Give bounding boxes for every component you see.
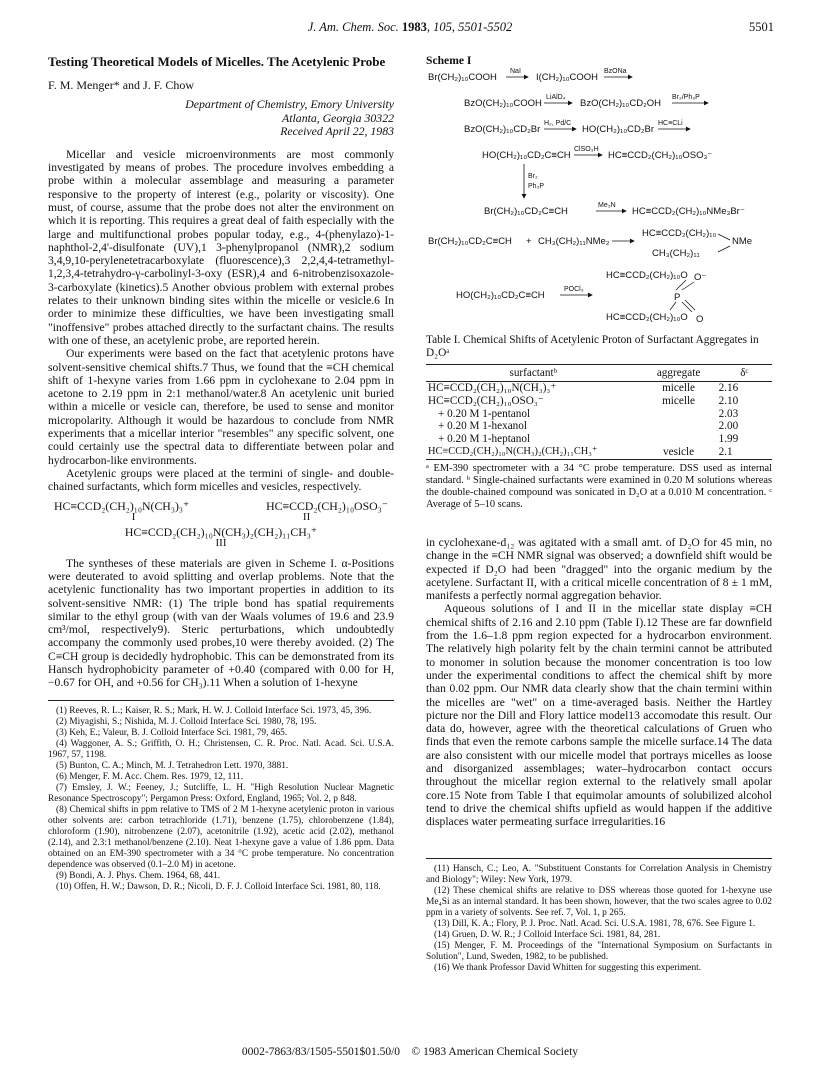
scheme-compound: HC≡CCD₂(CH₂)₁₀NMe₃Br⁻ — [632, 206, 745, 217]
body-paragraph: Aqueous solutions of I and II in the micellar state display ≡CH chemical shifts of 2.16 and 2.10 ppm (Table I).12 These are far downfield from the 1.6–1.8 ppm region expected for a hydrocarbon environment. The relatively high polarity felt by the chain termini cannot be attributed to monomer in solution because the monomer concentration is too low under the experimental conditions to affect the chemical shift by more than 0.02 ppm. Our NMR data clearly show that the chain termini within the micelles are "wet" on a time-averaged basis. Neither the Hartley picture nor the Dill and Flory lattice model13 accomodate this result. Our data do, however, agree with the theoretical calculations of Gruen who finds that even the remote carbons sample the micelle surface.14 The data are also consistent with our micelle model that portrays micelles as loose and disorganized assemblages; water–hydrocarbon contact occurs throughout the micellar region external to the relatively small apolar core.15 Note from Table I that equimolar amounts of solubilized alcohol tend to drive the chemical shifts upfield as would happen if the additive displaces water permeating surface irregularities.16 — [426, 602, 772, 829]
table-cell: + 0.20 M 1-pentanol — [438, 407, 531, 420]
bond-line — [718, 234, 730, 240]
reference-item: (15) Menger, F. M. Proceedings of the "International Symposium on Surfactants in Solution", Lund, Sweden, 1982, to be published. — [426, 941, 772, 962]
scheme-compound: HC≡CCD₂(CH₂)₁₀O — [606, 270, 688, 281]
table-cell: 2.1 — [717, 446, 772, 459]
scheme-plus: + — [526, 236, 532, 247]
bond-line — [670, 302, 676, 310]
formula-label-III: III — [215, 537, 227, 550]
reference-item: (16) We thank Professor David Whitten for suggesting this experiment. — [434, 963, 702, 973]
affiliation-city: Atlanta, Georgia 30322 — [282, 110, 394, 125]
formula-label-II: II — [302, 510, 311, 523]
surfactant-formulas — [48, 500, 394, 551]
table-row — [426, 382, 772, 395]
scheme-reagent: LiAlD₄ — [546, 94, 566, 101]
right-column-body — [426, 536, 772, 829]
reference-item: (3) Keh, E.; Valeur, B. J. Colloid Interface Sci. 1981, 79, 465. — [56, 727, 288, 738]
scheme-atom: O⁻ — [694, 272, 707, 283]
data-table — [426, 364, 772, 460]
table-cell: micelle — [662, 382, 696, 394]
table-cell — [641, 433, 717, 446]
references-left — [48, 700, 394, 893]
scheme-reagent: Br₂ — [528, 173, 538, 180]
scheme-compound: BzO(CH₂)₁₀COOH — [464, 98, 542, 109]
scheme-compound: CH₃(CH₂)₁₁ — [652, 248, 700, 259]
table-cell: 1.99 — [718, 433, 739, 446]
scheme-reagent: BzONa — [604, 68, 627, 75]
scheme-compound: Br(CH₂)₁₀COOH — [428, 72, 497, 83]
left-column — [48, 54, 394, 893]
scheme-compound: HC≡CCD₂(CH₂)₁₀OSO₃⁻ — [608, 150, 713, 161]
scheme-atom: P — [674, 292, 681, 303]
article-code: 0002-7863/83/1505-5501$01.50/0 — [241, 1046, 401, 1058]
received-date: Received April 22, 1983 — [280, 124, 394, 139]
scheme-compound: HO(CH₂)₁₀CD₂C≡CH — [456, 290, 545, 301]
affiliation-department: Department of Chemistry, Emory University — [185, 97, 394, 112]
scheme-compound: Br(CH₂)₁₀CD₂C≡CH — [484, 206, 568, 217]
body-paragraph: Micellar and vesicle microenvironments are most commonly investigated by means of probes. The procedure involves embedding a probe within a molecular assemblage and measuring a parameter responsive to the property of interest (e.g., polarity or viscosity). One must, of course, assume that the probe does not alter the environment on which it is reporting. This requires a great deal of faith especially with the large and multifunctional probes popular today, e.g., 4-(phenylazo)-1-naphthol-2,4'-disulfonate (UV),1 3-phenylpropanol (NMR),2 sodium 3,4,9,10-perylenetetracarboxylate (fluorescence),3 2,2,4,4-tetramethyl-1,2,3,4-tetrahydro-γ-carbolinyl-3-oxy (ESR),4 and 6-nitrobenzisoxazole-3-carboxylate (kinetics).5 Another obvious problem with external probes relates to their unknown binding sites within the micelle or vesicle.6 In order to minimize these difficulties, we have been investigating small "inoffensive" probes attached directly to the surfactant chains. The results with one of these, an acetylenic probe, are reported herein. — [48, 147, 394, 347]
table-block — [426, 334, 772, 511]
scheme-compound: Br(CH₂)₁₀CD₂C≡CH — [428, 236, 512, 247]
reference-item: (13) Dill, K. A.; Flory, P. J. Proc. Natl. Acad. Sci. U.S.A. 1981, 78, 676. See Figure 1. — [434, 919, 756, 929]
reference-item: (14) Gruen, D. W. R.; J Colloid Interface Sci. 1981, 84, 281. — [434, 930, 661, 940]
journal-name: J. Am. Chem. Soc. — [307, 20, 399, 34]
reference-item: (12) These chemical shifts are relative to DSS whereas those quoted for 1-hexyne use Me₄Si as an internal standard. It has been shown, however, that the two scales agree to 0.02 ppm in a variety of solvents. See ref. 7, Vol. 1, p 265. — [426, 886, 772, 918]
body-paragraph: The syntheses of these materials are given in Scheme I. α-Positions were deuterated to avoid splitting and overlap problems. Note that the acetylenic functionality has two important properties in addition to its solvent-sensitive NMR: (1) The triple bond has spatial requirements similar to the ethyl group (with van der Waals volumes of 19.6 and 23.9 cm³/mol, respectively9). Steric perturbations, which undoubtedly accompany the commonly used probes,10 were thereby avoided. (2) The C≡CH group is decidedly hydrophobic. This can be demonstrated from its Hansch hydrophobicity parameter of +0.40 (compared with 0.00 for H, −0.67 for OH, and +0.56 for CH₃).11 When a solution of 1-hexyne — [48, 556, 394, 690]
scheme-compound: HC≡CCD₂(CH₂)₁₀O — [606, 312, 688, 323]
table-header: δᶜ — [717, 365, 772, 382]
bond-line — [682, 302, 692, 312]
table-cell: HC≡CCD₂(CH₂)₁₀N(CH₃)₃⁺ — [428, 382, 557, 394]
table-row — [426, 433, 772, 446]
article-title: Testing Theoretical Models of Micelles. The Acetylenic Probe — [48, 54, 386, 69]
page-number: 5501 — [749, 20, 774, 34]
table-cell — [641, 420, 717, 433]
scheme-reagent: Ph₃P — [528, 183, 545, 190]
scheme-reagent: Br₂/Ph₃P — [672, 94, 700, 101]
scheme-reagent: Me₃N — [598, 202, 616, 209]
table-cell: 2.03 — [718, 407, 739, 420]
reference-item: (6) Menger, F. M. Acc. Chem. Res. 1979, 12, 111. — [56, 771, 244, 782]
scheme-compound: BzO(CH₂)₁₀CD₂Br — [464, 124, 541, 135]
formula-label-I: I — [131, 510, 136, 523]
reference-item: (10) Offen, H. W.; Dawson, D. R.; Nicoli, D. F. J. Colloid Interface Sci. 1981, 80, 118. — [56, 881, 381, 892]
table-cell: + 0.20 M 1-heptanol — [438, 433, 531, 446]
reference-item: (1) Reeves, R. L.; Kaiser, R. S.; Mark, H. W. J. Colloid Interface Sci. 1973, 45, 396. — [56, 705, 372, 716]
table-footnotes: ᵃ EM-390 spectrometer with a 34 °C probe temperature. DSS used as internal standard. ᵇ Single-chained surfactants were examined in 0.20 M solutions whereas the double-chained compound was sonicated in D₂O at a 0.010 M concentration. ᶜ Average of 5–10 scans. — [426, 462, 772, 510]
article-authors: F. M. Menger* and J. F. Chow — [48, 78, 195, 92]
bond-line — [682, 282, 694, 290]
reference-item: (7) Emsley, J. W.; Feeney, J.; Sutcliffe, L. H. "High Resolution Nuclear Magnetic Resonance Spectroscopy"; Pergamon Press: Oxford, England, 1965; Vol. 2, p 848. — [48, 782, 394, 804]
scheme-reagent: HC≡CLi — [658, 120, 683, 127]
table-cell: vesicle — [641, 446, 717, 459]
formula-II: HC≡CCD₂(CH₂)₁₀OSO₃⁻ — [266, 498, 388, 513]
table-row — [426, 446, 772, 459]
table-cell: HC≡CCD₂(CH₂)₁₀OSO₃⁻ — [428, 394, 544, 407]
journal-year: 1983 — [401, 20, 427, 34]
table-cell: + 0.20 M 1-hexanol — [438, 420, 527, 433]
scheme-reagent: ClSO₃H — [574, 146, 599, 153]
journal-volume: 105 — [433, 20, 452, 34]
body-paragraph: Our experiments were based on the fact that acetylenic protons have solvent-sensitive chemical shifts.7 Thus, we found that the ≡CH chemical shift of 1-hexyne varies from 1.66 ppm in cyclohexane to 2.04 ppm in acetone to 2.19 ppm in 2:1 methanol/water.8 An acetylenic unit buried within a micelle or vesicle can, therefore, be used to sense and monitor micropolarity. Although it would be hazardous to conclude from NMR experiments that a micellar interior "resembles" any specific solvent, one could certainly use the spectral data to differentiate between polar and hydrocarbon-like environments. — [48, 347, 394, 467]
bond-line — [685, 300, 695, 310]
table-cell: HC≡CCD₂(CH₂)₁₀N(CH₃)₂(CH₂)₁₁CH₃⁺ — [426, 446, 641, 459]
scheme-reagent: NaI — [510, 68, 521, 75]
table-header-row — [426, 365, 772, 382]
bond-line — [718, 246, 730, 252]
copyright: © 1983 American Chemical Society — [411, 1046, 579, 1058]
table-cell: 2.16 — [718, 382, 739, 394]
scheme-atom: NMe — [732, 236, 753, 247]
table-caption: Table I. Chemical Shifts of Acetylenic Proton of Surfactant Aggregates in D₂Oᵃ — [426, 334, 759, 359]
formula-III: HC≡CCD₂(CH₂)₁₀N(CH₃)₂(CH₂)₁₁CH₃⁺ — [124, 525, 318, 540]
table-row — [426, 408, 772, 421]
table-row — [426, 395, 772, 408]
scheme-diagram — [426, 66, 776, 330]
table-header: aggregate — [641, 365, 717, 382]
journal-pages: 5501-5502 — [458, 20, 513, 34]
body-paragraph: in cyclohexane-d₁₂ was agitated with a small amt. of D₂O for 45 min, no change in the ≡CH NMR signal was observed; a downfield shift would be expected if D₂O had been "dragged" into the organic medium by the acetylene. Surfactant II, with a critical micelle concentration of 8 ± 1 mM, manifests a perfectly normal aggregation behavior. — [426, 536, 772, 603]
reference-item: (2) Miyagishi, S.; Nishida, M. J. Colloid Interface Sci. 1980, 78, 195. — [56, 716, 317, 727]
scheme-title: Scheme I — [426, 54, 472, 67]
scheme-compound: HC≡CCD₂(CH₂)₁₀ — [642, 228, 717, 239]
running-header: J. Am. Chem. Soc. 1983, 105, 5501-5502 — [307, 20, 513, 34]
table-cell: 2.00 — [718, 420, 739, 433]
scheme-compound: HO(CH₂)₁₀CD₂C≡CH — [482, 150, 571, 161]
scheme-reagent: H₂, Pd/C — [544, 120, 572, 127]
body-paragraph: Acetylenic groups were placed at the termini of single- and double-chained surfactants, which form micelles and vesicles, respectively. — [48, 466, 394, 494]
formula-I: HC≡CCD₂(CH₂)₁₀N(CH₃)₃⁺ — [54, 498, 190, 513]
scheme-compound: HO(CH₂)₁₀CD₂Br — [582, 124, 655, 135]
affiliation — [48, 98, 394, 139]
scheme-compound: I(CH₂)₁₀COOH — [536, 72, 599, 83]
reference-item: (9) Bondi, A. J. Phys. Chem. 1964, 68, 441. — [56, 870, 221, 881]
reference-item: (8) Chemical shifts in ppm relative to TMS of 2 M 1-hexyne acetylenic proton in various other solvents are: carbon tetrachloride (1.71), benzene (1.75), chlorobenzene (1.84), chloroform (1.90), nitrobenzene (2.07), acetonitrile (1.92), acetic acid (2.02), methanol (2.14), and 2.3:1 methanol/benzene (2.10). Neat 1-hexyne gave a value of 1.86 ppm. Data obtained on an EM-390 spectrometer with a 34 °C probe temperature. No concentration dependence was observed (0.1–2.0 M) in acetone. — [48, 804, 394, 870]
table-header: surfactantᵇ — [426, 365, 641, 382]
scheme-atom: O — [696, 314, 704, 325]
page-footer — [0, 1046, 820, 1058]
table-cell — [641, 408, 717, 421]
table-cell: micelle — [662, 394, 696, 407]
scheme-reagent: POCl₃ — [564, 286, 584, 293]
reference-item: (11) Hansch, C.; Leo, A. "Substituent Constants for Correlation Analysis in Chemistry and Biology"; Wiley: New York, 1979. — [426, 864, 772, 885]
reference-item: (4) Waggoner, A. S.; Griffith, O. H.; Christensen, C. R. Proc. Natl. Acad. Sci. U.S.A. 1967, 57, 1198. — [48, 738, 394, 760]
table-row — [426, 420, 772, 433]
scheme-compound: BzO(CH₂)₁₀CD₂OH — [580, 98, 662, 109]
references-right — [426, 858, 772, 974]
table-cell: 2.10 — [718, 394, 739, 407]
reference-item: (5) Bunton, C. A.; Minch, M. J. Tetrahedron Lett. 1970, 3881. — [56, 760, 289, 771]
scheme-compound: CH₃(CH₂)₁₁NMe₂ — [538, 236, 610, 247]
